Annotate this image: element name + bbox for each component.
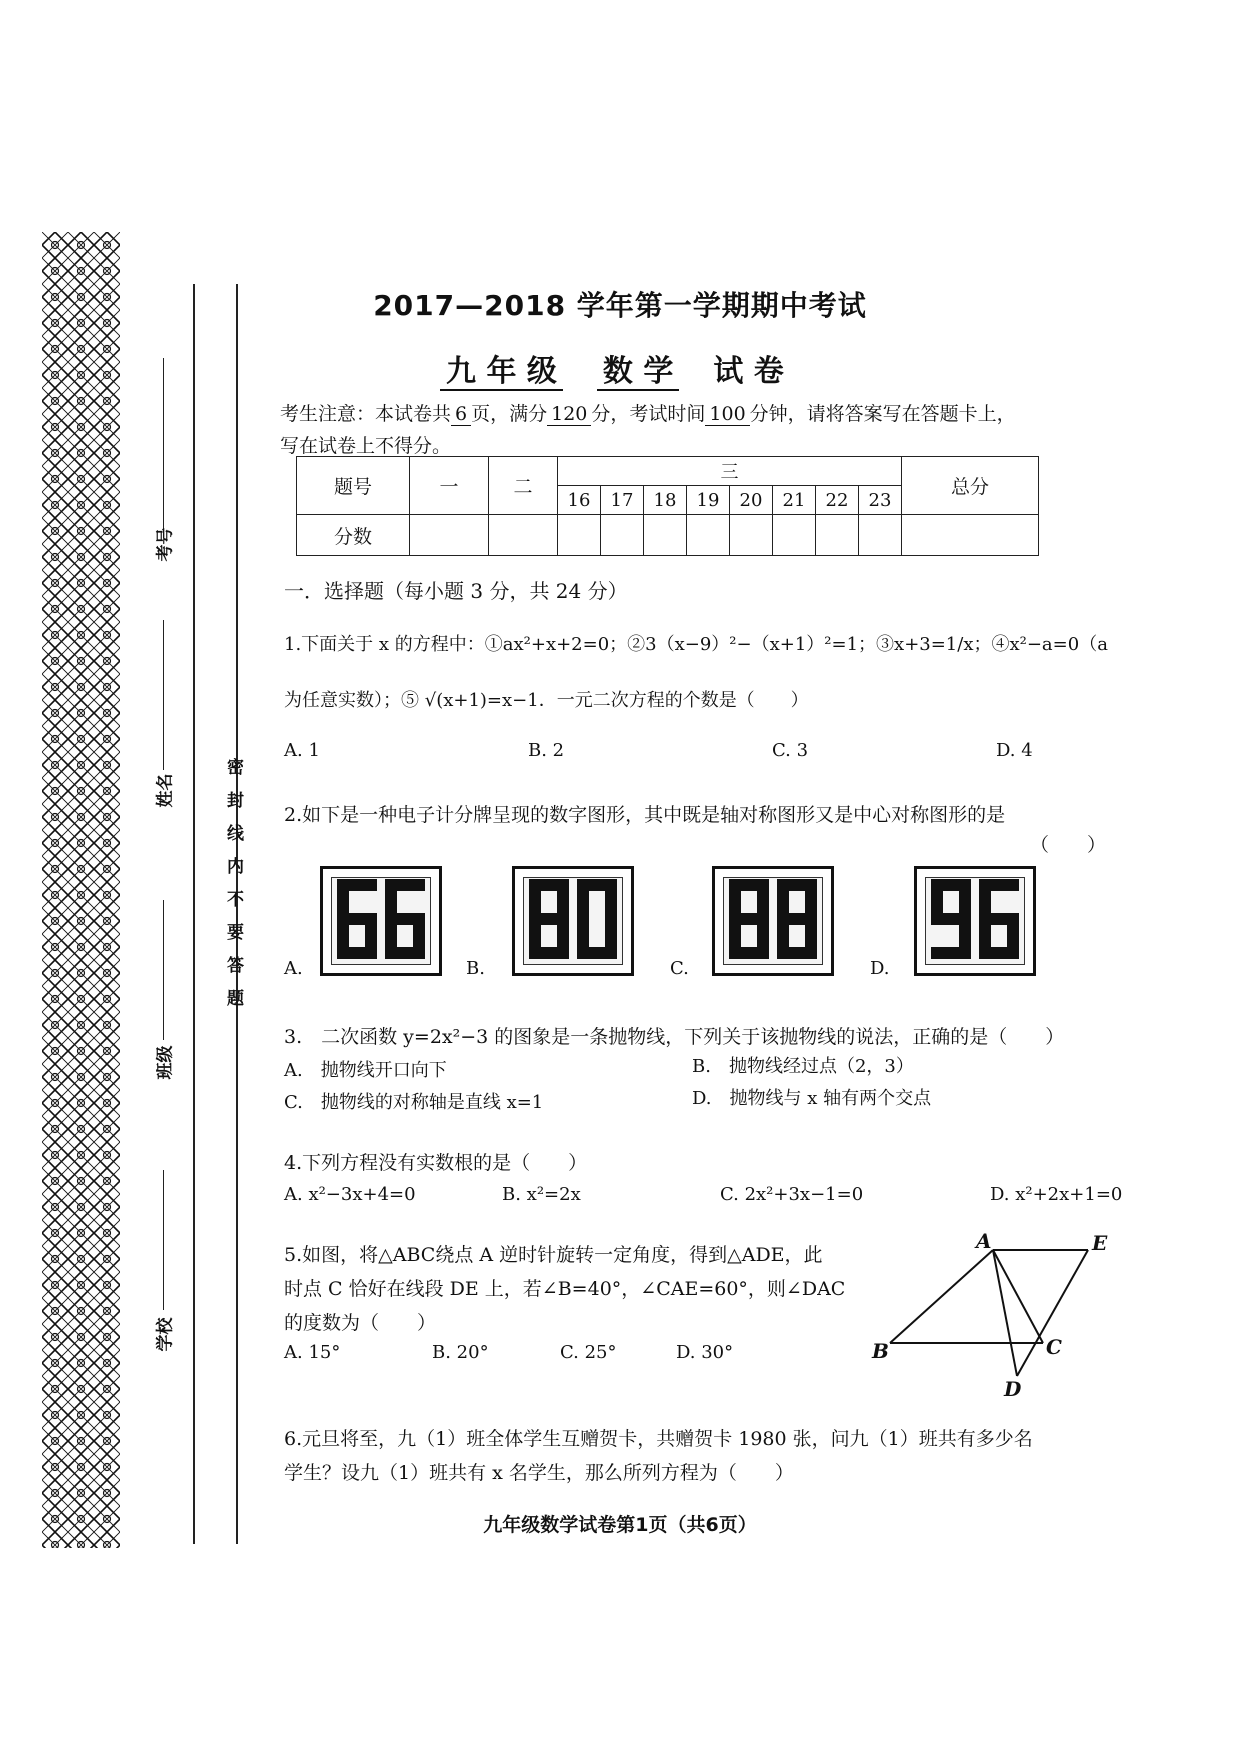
col-part-2: 二 [489,457,558,515]
q4-line-1: 4.下列方程没有实数根的是（ ） [284,1152,588,1174]
board-digits [927,879,1023,963]
q2-line-1: 2.如下是一种电子计分牌呈现的数字图形，其中既是轴对称图形又是中心对称图形的是 [284,804,1006,826]
q4-option-a[interactable]: A. x²−3x+4=0 [284,1184,416,1205]
full-score: 120 [547,403,591,426]
score-cell[interactable] [601,515,644,556]
q4-option-c[interactable]: C. 2x²+3x−1=0 [720,1184,864,1205]
q5-line-2: 时点 C 恰好在线段 DE 上，若∠B=40°，∠CAE=60°，则∠DAC [284,1278,846,1300]
q3-line-1: 3. 二次函数 y=2x²−3 的图象是一条抛物线，下列关于该抛物线的说法，正确的是（ ） [284,1026,1065,1048]
q1-line-2: 为任意实数）；⑤ √(x+1)=x−1．一元二次方程的个数是（ ） [284,690,809,711]
q1-option-b[interactable]: B. 2 [528,740,565,761]
score-cell[interactable] [730,515,773,556]
score-cell[interactable] [489,515,558,556]
sub-col: 20 [730,486,773,515]
q2-label-c[interactable]: C. [670,958,689,979]
q6-line-1: 6.元旦将至，九（1）班全体学生互赠贺卡，共赠贺卡 1980 张，问九（1）班共有多少名 [284,1428,1033,1450]
board-digits [333,879,429,963]
subject-label: 数 学 [597,354,679,391]
sub-col: 16 [558,486,601,515]
paper-subtitle [440,346,784,390]
sub-col: 19 [687,486,730,515]
point-label: C [1046,1335,1062,1359]
q5-line-3: 的度数为（ ） [284,1312,437,1334]
exam-title: 2017—2018 学年第一学期期中考试 [373,289,867,322]
col-part-1: 一 [410,457,489,515]
point-label: A [976,1229,992,1253]
score-cell[interactable] [644,515,687,556]
score-cell[interactable] [859,515,902,556]
q3-option-b[interactable]: B. 抛物线经过点（2，3） [692,1056,914,1077]
q5-option-a[interactable]: A. 15° [284,1342,341,1363]
sub-col: 22 [816,486,859,515]
exam-no-field[interactable] [163,358,164,538]
q4-option-b[interactable]: B. x²=2x [502,1184,581,1205]
score-cell[interactable] [773,515,816,556]
section-1-title: 一．选择题（每小题 3 分，共 24 分） [284,579,628,603]
sub-col: 18 [644,486,687,515]
q5-triangle-figure [860,1228,1120,1398]
q2-label-a[interactable]: A. [284,958,303,979]
q6-line-2: 学生？设九（1）班共有 x 名学生，那么所列方程为（ ） [284,1462,794,1484]
q3-option-c[interactable]: C. 抛物线的对称轴是直线 x=1 [284,1092,544,1113]
q2-board-d[interactable] [914,866,1036,976]
col-part-3: 三 [558,457,902,486]
point-label: B [872,1339,889,1363]
name-field[interactable] [163,620,164,770]
board-digits [725,879,821,963]
q4-option-d[interactable]: D. x²+2x+1=0 [990,1184,1123,1205]
q2-board-c[interactable] [712,866,834,976]
sub-col: 23 [859,486,902,515]
q3-option-d[interactable]: D. 抛物线与 x 轴有两个交点 [692,1088,932,1109]
q5-option-d[interactable]: D. 30° [676,1342,734,1363]
score-cell[interactable] [902,515,1039,556]
point-label: E [1092,1231,1108,1255]
notice-line-1: 考生注意：本试卷共 6 页，满分 120 分，考试时间 100 分钟，请将答案写在答题卡上， [280,403,1016,425]
paper-label: 试 卷 [713,354,784,389]
notice-line-2: 写在试卷上不得分。 [280,435,452,457]
sub-col: 17 [601,486,644,515]
grade-label: 九 年 级 [440,354,563,391]
q2-answer-paren: （ ） [1030,834,1107,856]
q5-option-b[interactable]: B. 20° [432,1342,489,1363]
page-count: 6 [451,403,471,426]
point-label: D [1004,1377,1022,1398]
q2-label-d[interactable]: D. [870,958,890,979]
q5-option-c[interactable]: C. 25° [560,1342,617,1363]
col-total: 总分 [902,457,1039,515]
score-cell[interactable] [558,515,601,556]
label-exam-no: 考号 [155,527,176,562]
seal-line-notice: 密封线内不要答题 [223,758,243,1022]
q1-line-1: 1.下面关于 x 的方程中：①ax²+x+2=0；②3（x−9）²−（x+1）²=1；③x+3=1/x；④x²−a=0（a [284,634,1108,655]
score-table [296,456,1039,556]
q2-label-b[interactable]: B. [466,958,485,979]
q1-option-c[interactable]: C. 3 [772,740,809,761]
decorative-border [42,232,120,1548]
q3-option-a[interactable]: A. 抛物线开口向下 [284,1060,447,1081]
score-cell[interactable] [410,515,489,556]
row-label-question-no: 题号 [297,457,410,515]
exam-minutes: 100 [705,403,749,426]
q2-board-b[interactable] [512,866,634,976]
q1-option-a[interactable]: A. 1 [284,740,320,761]
sub-col: 21 [773,486,816,515]
label-name: 姓名 [155,773,176,808]
score-cell[interactable] [687,515,730,556]
board-digits [525,879,621,963]
binding-line-left [193,284,195,1544]
q1-option-d[interactable]: D. 4 [996,740,1033,761]
score-cell[interactable] [816,515,859,556]
class-field[interactable] [163,900,164,1040]
page-footer: 九年级数学试卷第1页（共6页） [483,1514,757,1536]
row-label-score: 分数 [297,515,410,556]
q5-line-1: 5.如图，将△ABC绕点 A 逆时针旋转一定角度，得到△ADE，此 [284,1244,823,1266]
q2-board-a[interactable] [320,866,442,976]
label-class: 班级 [155,1045,176,1080]
school-field[interactable] [163,1170,164,1310]
label-school: 学校 [155,1317,176,1352]
